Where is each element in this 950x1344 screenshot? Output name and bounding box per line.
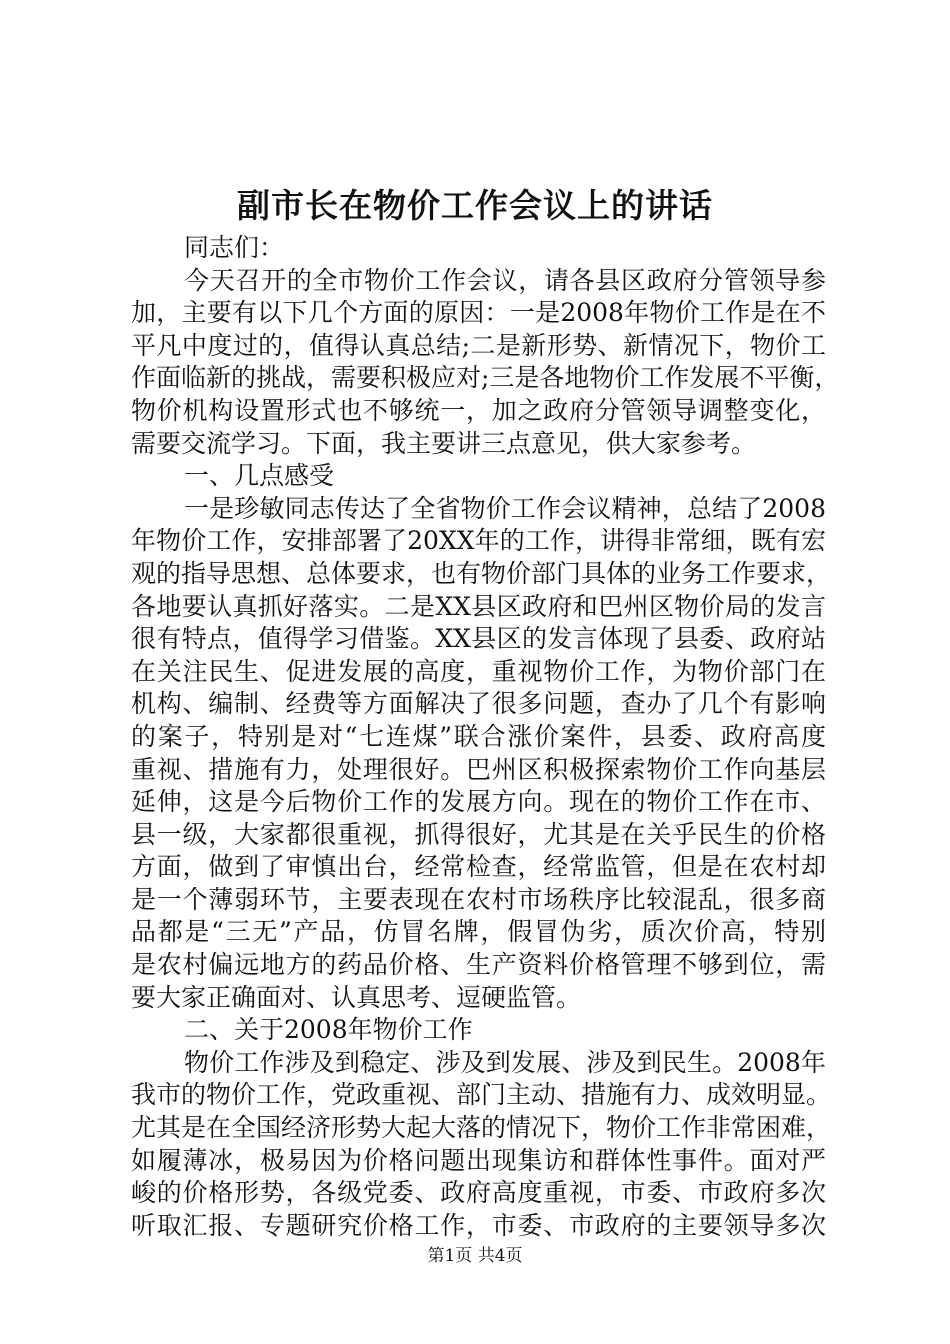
text-line: 在关注民生、促进发展的高度，重视物价工作，为物价部门在 <box>131 656 826 686</box>
text-line: 物价机构设置形式也不够统一，加之政府分管领导调整变化， <box>131 395 826 425</box>
section-heading: 二、关于2008年物价工作 <box>184 1015 473 1045</box>
text-line: 尤其是在全国经济形势大起大落的情况下，物价工作非常困难， <box>131 1113 832 1143</box>
text-line: 品都是“三无”产品，仿冒名牌，假冒伪劣，质次价高，特别 <box>131 917 826 947</box>
page-title: 副市长在物价工作会议上的讲话 <box>237 186 713 225</box>
text-line: 观的指导思想、总体要求，也有物价部门具体的业务工作要求， <box>131 558 832 588</box>
text-line: 是一个薄弱环节，主要表现在农村市场秩序比较混乱，很多商 <box>131 884 826 914</box>
text-line: 峻的价格形势，各级党委、政府高度重视，市委、市政府多次 <box>131 1178 826 1208</box>
section-heading: 一、几点感受 <box>184 461 335 491</box>
text-line: 今天召开的全市物价工作会议，请各县区政府分管领导参 <box>184 265 826 295</box>
text-line: 年物价工作，安排部署了20XX年的工作，讲得非常细，既有宏 <box>131 526 826 556</box>
text-line: 县一级，大家都很重视，抓得很好，尤其是在关乎民生的价格 <box>131 819 826 849</box>
text-line: 机构、编制、经费等方面解决了很多问题，查办了几个有影响 <box>131 689 826 719</box>
text-line: 如履薄冰，极易因为价格问题出现集访和群体性事件。面对严 <box>131 1145 826 1175</box>
text-line: 听取汇报、专题研究价格工作，市委、市政府的主要领导多次 <box>131 1210 826 1240</box>
text-line: 作面临新的挑战，需要积极应对;三是各地物价工作发展不平衡， <box>131 363 840 393</box>
text-line: 需要交流学习。下面，我主要讲三点意见，供大家参考。 <box>131 428 757 458</box>
text-line: 加，主要有以下几个方面的原因：一是2008年物价工作是在不 <box>131 298 826 328</box>
text-line: 延伸，这是今后物价工作的发展方向。现在的物价工作在市、 <box>131 787 826 817</box>
text-line: 要大家正确面对、认真思考、逗硬监管。 <box>131 982 582 1012</box>
text-line: 很有特点，值得学习借鉴。XX县区的发言体现了县委、政府站 <box>131 624 826 654</box>
page-footer: 第1页 共4页 <box>427 1246 523 1266</box>
text-line: 重视、措施有力，处理很好。巴州区积极探索物价工作向基层 <box>131 754 826 784</box>
text-line: 各地要认真抓好落实。二是XX县区政府和巴州区物价局的发言 <box>131 591 826 621</box>
text-line: 物价工作涉及到稳定、涉及到发展、涉及到民生。2008年 <box>184 1047 826 1077</box>
text-line: 方面，做到了审慎出台，经常检查，经常监管，但是在农村却 <box>131 852 826 882</box>
salutation-line: 同志们： <box>184 233 285 262</box>
text-line: 是农村偏远地方的药品价格、生产资料价格管理不够到位，需 <box>131 950 826 980</box>
text-line: 平凡中度过的，值得认真总结;二是新形势、新情况下，物价工 <box>131 330 826 360</box>
document-body <box>131 232 840 1242</box>
text-line: 的案子，特别是对“七连煤”联合涨价案件，县委、政府高度 <box>131 721 826 751</box>
text-line: 一是珍敏同志传达了全省物价工作会议精神，总结了2008 <box>184 493 826 523</box>
text-line: 我市的物价工作，党政重视、部门主动、措施有力、成效明显。 <box>131 1080 832 1110</box>
